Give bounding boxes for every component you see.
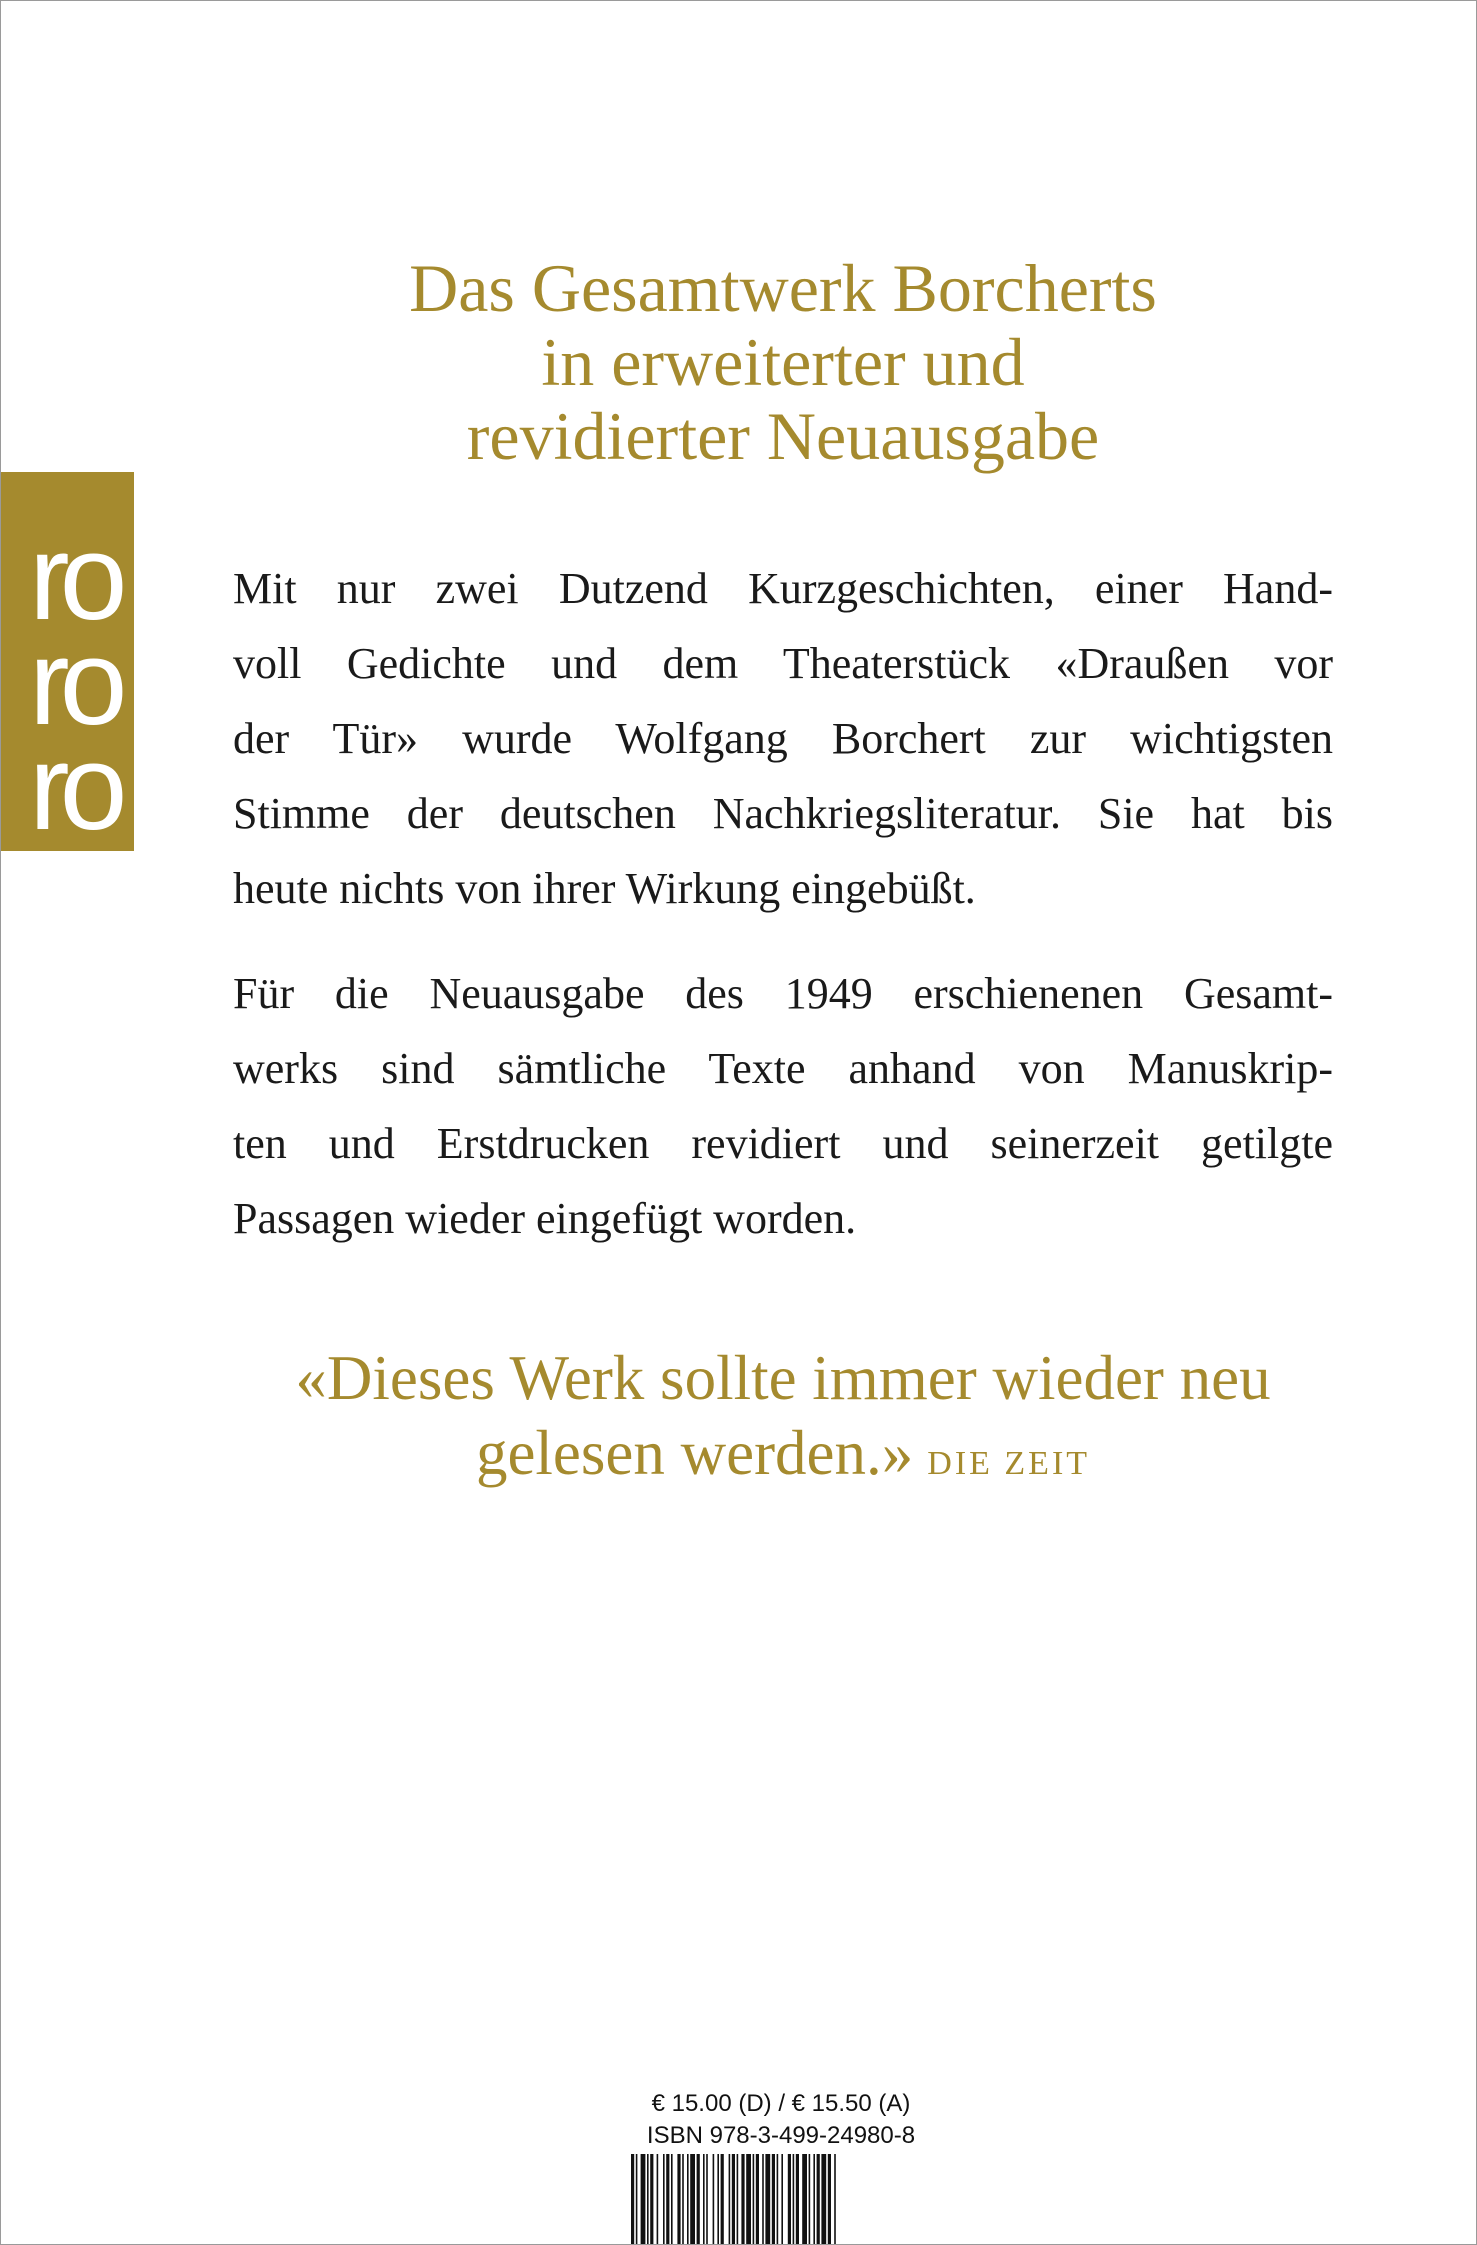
barcode-bar	[809, 2154, 811, 2244]
barcode-bar	[729, 2154, 731, 2244]
barcode-bar	[713, 2154, 715, 2244]
paragraph-line: heute nichts von ihrer Wirkung eingebüßt.	[233, 864, 976, 913]
barcode-bar	[721, 2154, 724, 2244]
barcode-bar	[817, 2154, 820, 2244]
logo-line: ro	[29, 614, 118, 750]
barcode-bar	[756, 2154, 759, 2244]
barcode-bar	[636, 2154, 638, 2244]
barcode-bar	[746, 2154, 751, 2244]
barcode	[631, 2154, 931, 2244]
press-quote	[233, 1341, 1333, 1501]
logo-line: ro	[29, 719, 118, 851]
barcode-bar	[753, 2154, 755, 2244]
barcode-bar	[650, 2154, 653, 2244]
barcode-bar	[687, 2154, 689, 2244]
headline-line: in erweiterter und	[541, 324, 1025, 400]
barcode-bar	[657, 2154, 659, 2244]
barcode-bar	[671, 2154, 673, 2244]
barcode-bar	[813, 2154, 815, 2244]
barcode-bar	[796, 2154, 799, 2244]
barcode-bar	[666, 2154, 669, 2244]
barcode-bar	[717, 2154, 719, 2244]
barcode-bar	[802, 2154, 807, 2244]
barcode-bar	[706, 2154, 708, 2244]
quote-text: gelesen werden.»	[475, 1418, 914, 1488]
barcode-bar	[677, 2154, 680, 2244]
quote-source: DIE ZEIT	[927, 1445, 1091, 1482]
barcode-bar	[772, 2154, 775, 2244]
barcode-bar	[765, 2154, 770, 2244]
isbn-label: ISBN 978-3-499-24980-8	[646, 2122, 916, 2149]
barcode-bar	[641, 2154, 646, 2244]
barcode-bar	[821, 2154, 826, 2244]
barcode-bar	[703, 2154, 705, 2244]
barcode-bar	[737, 2154, 739, 2244]
quote-line: «Dieses Werk sollte immer wieder neu	[295, 1343, 1271, 1413]
paragraph-line: werks sind sämtliche Texte anhand von Manuskrip-	[233, 1044, 1333, 1093]
barcode-bar	[697, 2154, 700, 2244]
quote-line-2	[233, 1416, 1333, 1501]
price-label: € 15.00 (D) / € 15.50 (A)	[651, 2090, 911, 2117]
barcode-bar	[788, 2154, 791, 2244]
paragraph-line: Stimme der deutschen Nachkriegsliteratur. Sie hat bis	[233, 789, 1333, 838]
paragraph-line: Passagen wieder eingefügt worden.	[233, 1194, 857, 1243]
barcode-bar	[762, 2154, 764, 2244]
description-paragraph-1	[233, 551, 1333, 926]
barcode-bar	[682, 2154, 684, 2244]
logo-line: ro	[29, 509, 118, 645]
paragraph-line: Mit nur zwei Dutzend Kurzgeschichten, einer Hand-	[233, 564, 1333, 613]
rororo-logo	[1, 472, 134, 851]
paragraph-line: voll Gedichte und dem Theaterstück «Draußen vor	[233, 639, 1333, 688]
barcode-bar	[663, 2154, 665, 2244]
barcode-bar	[777, 2154, 779, 2244]
barcode-bar	[834, 2154, 836, 2244]
barcode-bar	[781, 2154, 783, 2244]
barcode-bar	[741, 2154, 744, 2244]
headline-line: revidierter Neuausgabe	[466, 398, 1100, 474]
barcode-bar	[647, 2154, 649, 2244]
barcode-bar	[793, 2154, 795, 2244]
barcode-bar	[690, 2154, 695, 2244]
paragraph-line: Für die Neuausgabe des 1949 erschienenen Gesamt-	[233, 969, 1333, 1018]
barcode-bar	[631, 2154, 634, 2244]
headline	[233, 251, 1333, 473]
paragraph-line: der Tür» wurde Wolfgang Borchert zur wichtigsten	[233, 714, 1333, 763]
description-paragraph-2	[233, 956, 1333, 1256]
paragraph-line: ten und Erstdrucken revidiert und seinerzeit getilgte	[233, 1119, 1333, 1168]
headline-line: Das Gesamtwerk Borcherts	[409, 250, 1157, 326]
barcode-bar	[828, 2154, 831, 2244]
barcode-bar	[732, 2154, 735, 2244]
